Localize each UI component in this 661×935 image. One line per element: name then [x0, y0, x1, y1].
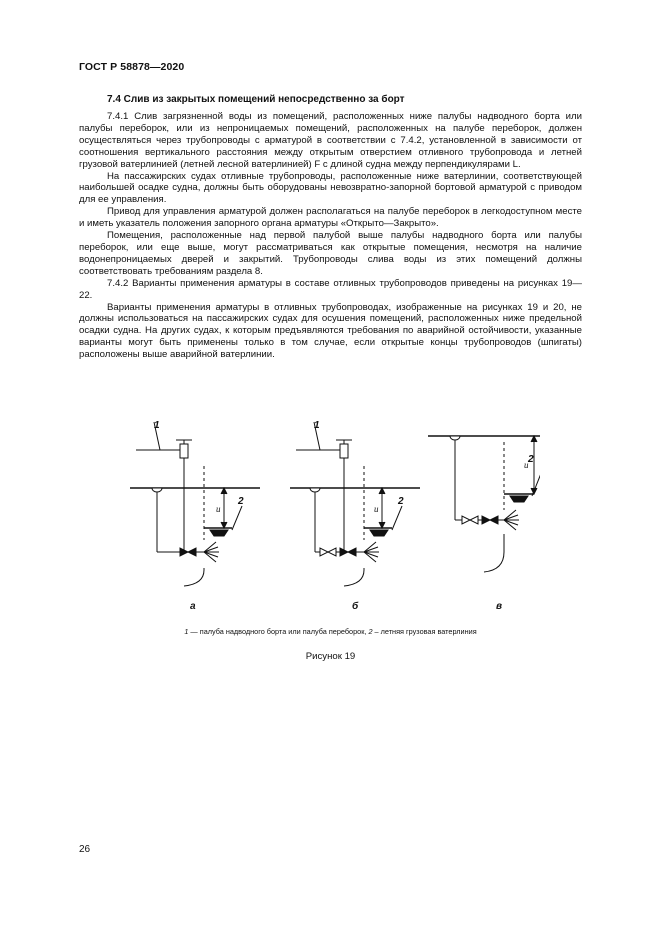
- callout-1: 1: [314, 420, 320, 431]
- callout-2: 2: [398, 496, 404, 507]
- paragraph: Помещения, расположенные над первой палубой выше палубы надводного борта или палубы переборок, или еще выше, могут рассматриваться как открытые помещения, несмотря на наличие водонепроницаемых дверей и закрытий. Трубопроводы слива воды из этих помещений должны соответствовать требованиям раздела 8.: [79, 230, 582, 277]
- subfigure-label: б: [352, 601, 359, 612]
- subfigure-a: [130, 420, 260, 612]
- page-number: 26: [79, 844, 91, 855]
- dimension-label: u: [524, 460, 529, 470]
- section-title: 7.4 Слив из закрытых помещений непосредственно за борт: [107, 94, 405, 105]
- figure-legend: [0, 627, 661, 636]
- document-header: ГОСТ Р 58878—2020: [79, 61, 185, 73]
- figure-title: Рисунок 19: [305, 651, 356, 662]
- legend-number: 1: [184, 627, 189, 636]
- subfigure-b: [290, 420, 420, 612]
- callout-1: 1: [154, 420, 160, 431]
- body-text: [79, 111, 582, 361]
- paragraph: Варианты применения арматуры в отливных трубопроводах, изображенные на рисунках 19 и 20, не должны использоваться на пассажирских судах для осушения помещений, расположенных ниже предельной осадки судна. На других судах, к которым предъявляются требования по аварийной остойчивости, указанные варианты могут быть применены только в том случае, если открытые концы трубопроводов (шпигаты) расположены выше аварийной ватерлинии.: [79, 301, 582, 361]
- subfigure-label: в: [496, 601, 503, 612]
- callout-2: 2: [238, 496, 244, 507]
- paragraph: На пассажирских судах отливные трубопроводы, расположенные ниже ватерлинии, соответствующей наибольшей осадке судна, должны быть оборудованы невозвратно-запорной бортовой арматурой с приводом для ее управления.: [79, 170, 582, 206]
- dimension-label: u: [374, 504, 379, 514]
- figure-19-diagram: [120, 420, 540, 620]
- paragraph: 7.4.1 Слив загрязненной воды из помещений, расположенных ниже палубы надводного борта или палубы переборок, или из непроницаемых помещений, расположенных на палубе переборок, должен осуществляться через трубопроводы с арматурой в соответствии с 7.4.2, установленной в зависимости от соотношения вертикального расстояния между открытым отверстием отливного трубопровода и летней грузовой ватерлинией (летней лесной ватерлинией) F с длиной судна между перпендикулярами L.: [79, 111, 582, 170]
- paragraph: 7.4.2 Варианты применения арматуры в составе отливных трубопроводов приведены на рисунках 19—22.: [79, 277, 582, 301]
- subfigure-c: [428, 436, 540, 612]
- callout-2: 2: [528, 454, 534, 465]
- legend-text: – летняя грузовая ватерлиния: [372, 627, 477, 636]
- dimension-label: u: [216, 504, 221, 514]
- legend-text: — палуба надводного борта или палуба переборок,: [188, 627, 369, 636]
- subfigure-label: а: [190, 601, 196, 612]
- legend-number: 2: [368, 627, 373, 636]
- paragraph: Привод для управления арматурой должен располагаться на палубе переборок в легкодоступном месте и иметь указатель положения запорного органа арматуры «Открыто—Закрыто».: [79, 206, 582, 230]
